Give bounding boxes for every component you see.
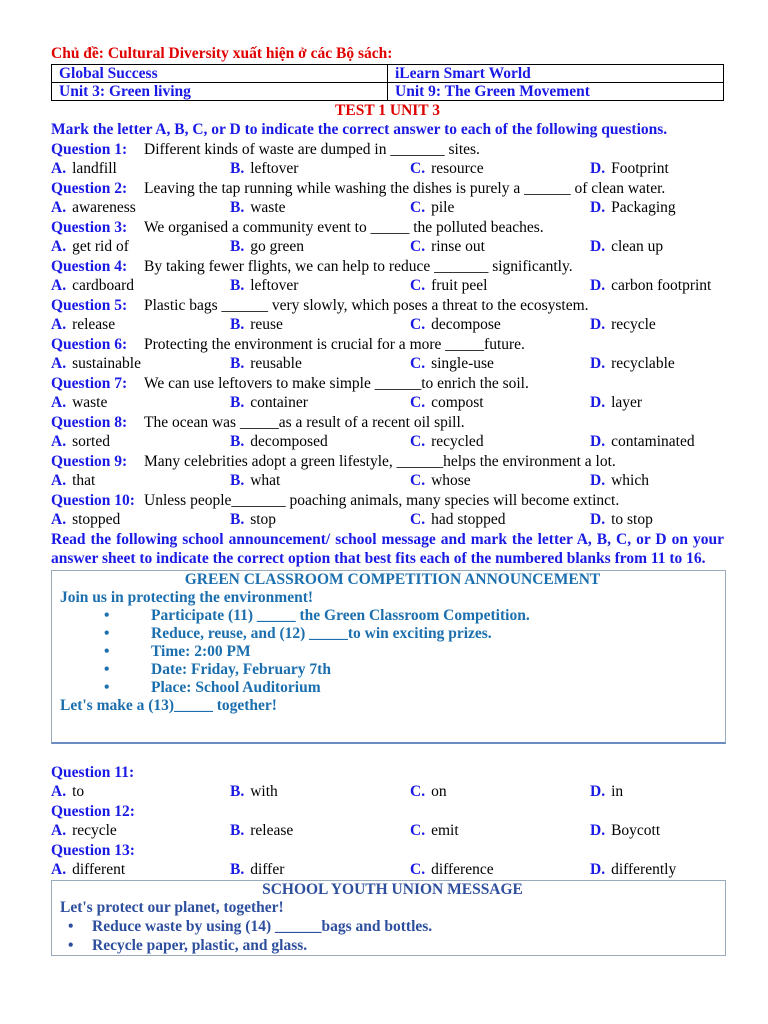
option-letter: C. [410, 822, 426, 839]
option-row [51, 860, 724, 880]
book-cell: iLearn Smart World [388, 65, 724, 83]
list-item [60, 679, 725, 697]
option-d [590, 198, 724, 218]
message-list [60, 917, 725, 955]
cloze-questions [51, 763, 724, 880]
option-c [410, 276, 590, 296]
list-item-text: Reduce waste by using (14) ______bags and bottles. [92, 917, 433, 935]
option-d [590, 276, 724, 296]
question-label: Question 10: [51, 491, 135, 509]
option-text: Footprint [611, 160, 669, 177]
option-letter: B. [230, 355, 245, 372]
option-letter: D. [590, 511, 606, 528]
option-text: leftover [250, 277, 299, 294]
question-label: Question 13: [51, 841, 135, 859]
option-letter: C. [410, 433, 426, 450]
option-text: difference [431, 861, 494, 878]
unit-cell: Unit 3: Green living [52, 83, 388, 101]
option-a [51, 510, 230, 530]
announcement-spacer [60, 715, 725, 742]
question-text: Protecting the environment is crucial for a more _____future. [144, 335, 525, 353]
option-d [590, 393, 724, 413]
option-letter: C. [410, 199, 426, 216]
option-text: that [72, 472, 96, 489]
option-text: Packaging [611, 199, 676, 216]
question-line [51, 374, 724, 394]
option-letter: B. [230, 472, 245, 489]
question-text: Plastic bags ______ very slowly, which poses a threat to the ecosystem. [144, 296, 589, 314]
option-d [590, 860, 724, 880]
option-letter: C. [410, 783, 426, 800]
question-label: Question 7: [51, 374, 128, 392]
option-c [410, 315, 590, 335]
option-text: to [72, 783, 85, 800]
option-text: release [250, 822, 294, 839]
option-c [410, 159, 590, 179]
option-row [51, 159, 724, 179]
option-a [51, 276, 230, 296]
option-letter: C. [410, 472, 426, 489]
question-line [51, 335, 724, 355]
option-d [590, 510, 724, 530]
list-item [60, 661, 725, 679]
option-letter: C. [410, 511, 426, 528]
option-text: whose [431, 472, 471, 489]
option-text: waste [250, 199, 286, 216]
option-b [230, 782, 410, 802]
option-letter: C. [410, 355, 426, 372]
message-intro: Let's protect our planet, together! [60, 898, 284, 916]
option-text: with [250, 783, 278, 800]
option-d [590, 159, 724, 179]
question-line [51, 452, 724, 472]
option-letter: C. [410, 316, 426, 333]
question-label: Question 2: [51, 179, 128, 197]
question-line [51, 179, 724, 199]
option-letter: D. [590, 394, 606, 411]
option-letter: B. [230, 511, 245, 528]
option-text: layer [611, 394, 643, 411]
option-text: leftover [250, 160, 299, 177]
option-text: cardboard [72, 277, 135, 294]
option-a [51, 315, 230, 335]
option-row [51, 276, 724, 296]
unit-cell: Unit 9: The Green Movement [388, 83, 724, 101]
option-letter: A. [51, 394, 67, 411]
option-text: had stopped [431, 511, 506, 528]
question-label: Question 4: [51, 257, 128, 275]
option-letter: D. [590, 238, 606, 255]
option-row [51, 198, 724, 218]
option-letter: B. [230, 238, 245, 255]
option-text: landfill [72, 160, 117, 177]
option-a [51, 821, 230, 841]
option-text: emit [431, 822, 459, 839]
option-letter: A. [51, 783, 67, 800]
option-letter: A. [51, 199, 67, 216]
option-row [51, 471, 724, 491]
option-text: sustainable [72, 355, 141, 372]
question-label: Question 6: [51, 335, 128, 353]
option-letter: C. [410, 238, 426, 255]
option-d [590, 432, 724, 452]
list-item-text: Reduce, reuse, and (12) _____to win exciting prizes. [151, 624, 492, 642]
list-item [60, 936, 725, 955]
option-b [230, 276, 410, 296]
option-d [590, 315, 724, 335]
option-b [230, 159, 410, 179]
test-title: TEST 1 UNIT 3 [335, 102, 440, 119]
option-letter: C. [410, 394, 426, 411]
option-text: compost [431, 394, 484, 411]
option-letter: B. [230, 277, 245, 294]
option-a [51, 354, 230, 374]
option-letter: A. [51, 316, 67, 333]
option-letter: B. [230, 861, 245, 878]
option-letter: C. [410, 277, 426, 294]
question-text: We can use leftovers to make simple ______to enrich the soil. [144, 374, 529, 392]
list-item [60, 643, 725, 661]
option-text: reusable [250, 355, 302, 372]
option-letter: D. [590, 783, 606, 800]
option-b [230, 198, 410, 218]
option-text: container [250, 394, 308, 411]
option-letter: D. [590, 861, 606, 878]
option-letter: B. [230, 433, 245, 450]
option-letter: A. [51, 277, 67, 294]
announcement-box [51, 570, 726, 744]
book-table-row [52, 83, 724, 101]
option-c [410, 782, 590, 802]
book-table [51, 64, 724, 101]
option-c [410, 860, 590, 880]
option-a [51, 159, 230, 179]
option-d [590, 821, 724, 841]
question-line [51, 413, 724, 433]
option-d [590, 237, 724, 257]
option-c [410, 198, 590, 218]
list-item-text: Time: 2:00 PM [151, 642, 251, 660]
option-c [410, 821, 590, 841]
question-line [51, 296, 724, 316]
option-letter: D. [590, 355, 606, 372]
question-label: Question 5: [51, 296, 128, 314]
question-line [51, 491, 724, 511]
option-text: Boycott [611, 822, 661, 839]
option-text: get rid of [72, 238, 129, 255]
book-cell: Global Success [52, 65, 388, 83]
option-text: pile [431, 199, 455, 216]
option-row [51, 821, 724, 841]
option-b [230, 237, 410, 257]
option-letter: B. [230, 199, 245, 216]
option-text: go green [250, 238, 305, 255]
option-text: differently [611, 861, 677, 878]
topic-heading: Chủ đề: Cultural Diversity xuất hiện ở các Bộ sách: [51, 45, 393, 62]
option-a [51, 198, 230, 218]
question-text: By taking fewer flights, we can help to reduce _______ significantly. [144, 257, 573, 275]
question-label: Question 9: [51, 452, 128, 470]
option-letter: A. [51, 160, 67, 177]
option-text: resource [431, 160, 484, 177]
list-item-text: Participate (11) _____ the Green Classroom Competition. [151, 606, 530, 624]
option-letter: A. [51, 822, 67, 839]
question-label: Question 8: [51, 413, 128, 431]
list-item [60, 607, 725, 625]
option-c [410, 354, 590, 374]
option-letter: D. [590, 277, 606, 294]
question-line [51, 218, 724, 238]
option-row [51, 315, 724, 335]
section-spacer [51, 744, 724, 763]
option-d [590, 471, 724, 491]
option-row [51, 782, 724, 802]
option-text: recycle [72, 822, 117, 839]
option-letter: C. [410, 861, 426, 878]
option-text: decompose [431, 316, 501, 333]
announcement-closing: Let's make a (13)_____ together! [60, 696, 277, 714]
option-text: awareness [72, 199, 136, 216]
option-letter: D. [590, 199, 606, 216]
question-text: Different kinds of waste are dumped in _______ sites. [144, 140, 480, 158]
option-letter: B. [230, 783, 245, 800]
option-letter: A. [51, 472, 67, 489]
option-letter: D. [590, 433, 606, 450]
option-a [51, 393, 230, 413]
option-letter: B. [230, 316, 245, 333]
option-text: different [72, 861, 126, 878]
option-text: fruit peel [431, 277, 488, 294]
list-item-text: Place: School Auditorium [151, 678, 321, 696]
option-text: in [611, 783, 624, 800]
option-letter: A. [51, 433, 67, 450]
option-a [51, 471, 230, 491]
option-text: decomposed [250, 433, 328, 450]
option-letter: A. [51, 511, 67, 528]
question-label: Question 3: [51, 218, 128, 236]
option-text: reuse [250, 316, 283, 333]
message-title: SCHOOL YOUTH UNION MESSAGE [262, 880, 523, 898]
option-row [51, 432, 724, 452]
option-letter: A. [51, 861, 67, 878]
option-b [230, 315, 410, 335]
option-text: recyclable [611, 355, 675, 372]
option-b [230, 393, 410, 413]
option-text: on [431, 783, 447, 800]
option-text: stop [250, 511, 277, 528]
option-text: contaminated [611, 433, 695, 450]
option-text: recycle [611, 316, 656, 333]
option-letter: B. [230, 394, 245, 411]
list-item [60, 917, 725, 936]
option-a [51, 860, 230, 880]
option-a [51, 782, 230, 802]
option-text: to stop [611, 511, 653, 528]
option-letter: D. [590, 160, 606, 177]
option-text: clean up [611, 238, 664, 255]
option-letter: A. [51, 238, 67, 255]
option-row [51, 510, 724, 530]
option-text: single-use [431, 355, 494, 372]
option-text: which [611, 472, 649, 489]
option-text: stopped [72, 511, 121, 528]
option-c [410, 237, 590, 257]
question-list [51, 140, 724, 530]
question-line [51, 257, 724, 277]
question-label: Question 1: [51, 140, 128, 158]
option-a [51, 432, 230, 452]
instruction-cloze: Read the following school announcement/ school message and mark the letter A, B, C, or D on your answer sheet to indicate the correct option that best fits each of the numbered blanks from 11 to 16. [51, 530, 724, 567]
option-c [410, 510, 590, 530]
option-letter: A. [51, 355, 67, 372]
option-c [410, 432, 590, 452]
list-item-text: Date: Friday, February 7th [151, 660, 331, 678]
question-text: The ocean was _____as a result of a recent oil spill. [144, 413, 465, 431]
option-row [51, 393, 724, 413]
option-b [230, 354, 410, 374]
option-a [51, 237, 230, 257]
option-letter: C. [410, 160, 426, 177]
option-text: differ [250, 861, 285, 878]
message-box [51, 880, 726, 956]
option-c [410, 471, 590, 491]
announcement-title: GREEN CLASSROOM COMPETITION ANNOUNCEMENT [184, 570, 601, 588]
option-b [230, 471, 410, 491]
question-text: Many celebrities adopt a green lifestyle, ______helps the environment a lot. [144, 452, 616, 470]
option-b [230, 432, 410, 452]
option-b [230, 860, 410, 880]
option-b [230, 510, 410, 530]
question-label: Question 12: [51, 802, 135, 820]
question-label: Question 11: [51, 763, 135, 781]
option-text: carbon footprint [611, 277, 712, 294]
list-item [60, 625, 725, 643]
option-text: recycled [431, 433, 484, 450]
option-letter: B. [230, 822, 245, 839]
question-text: Unless people_______ poaching animals, many species will become extinct. [144, 491, 620, 509]
question-text: We organised a community event to _____ the polluted beaches. [144, 218, 544, 236]
book-table-row [52, 65, 724, 83]
list-item-text: Recycle paper, plastic, and glass. [92, 936, 308, 954]
option-text: rinse out [431, 238, 485, 255]
option-d [590, 782, 724, 802]
option-text: what [250, 472, 281, 489]
announcement-list [60, 607, 725, 697]
instruction-multiple-choice: Mark the letter A, B, C, or D to indicate the correct answer to each of the following questions. [51, 121, 668, 138]
option-b [230, 821, 410, 841]
option-letter: D. [590, 316, 606, 333]
option-row [51, 237, 724, 257]
option-d [590, 354, 724, 374]
option-c [410, 393, 590, 413]
announcement-intro: Join us in protecting the environment! [60, 588, 314, 606]
option-text: release [72, 316, 116, 333]
option-letter: B. [230, 160, 245, 177]
option-text: sorted [72, 433, 110, 450]
option-row [51, 354, 724, 374]
option-letter: D. [590, 822, 606, 839]
option-letter: D. [590, 472, 606, 489]
option-text: waste [72, 394, 108, 411]
question-line [51, 140, 724, 160]
question-text: Leaving the tap running while washing the dishes is purely a ______ of clean water. [144, 179, 666, 197]
